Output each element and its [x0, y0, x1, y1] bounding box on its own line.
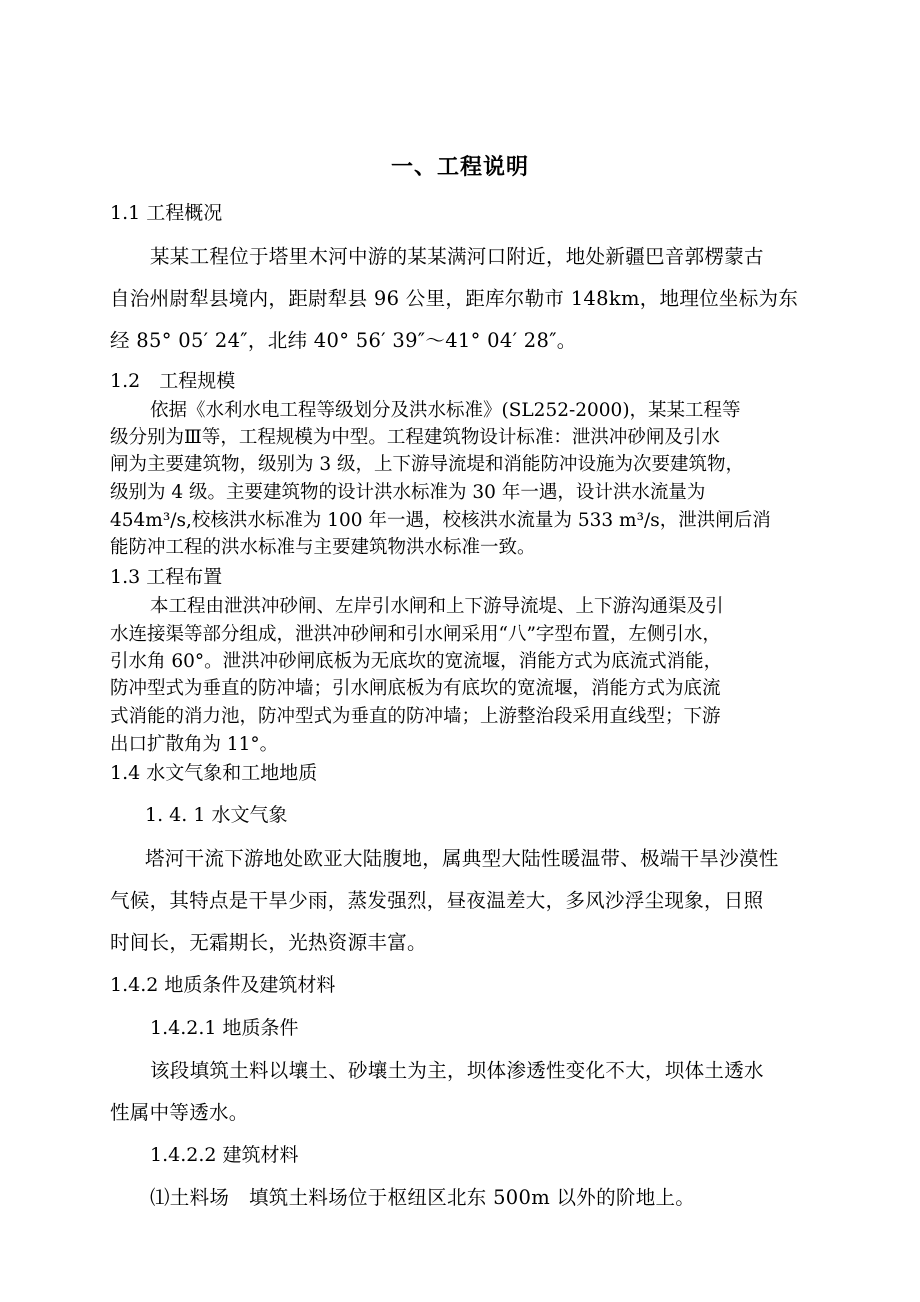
paragraph-line: 水连接渠等部分组成，泄洪冲砂闸和引水闸采用“八”字型布置，左侧引水， [110, 624, 721, 645]
section-heading-1-4: 1.4 水文气象和工地地质 [110, 762, 318, 784]
paragraph-line: 级别为 4 级。主要建筑物的设计洪水标准为 30 年一遇，设计洪水流量为 [110, 482, 706, 503]
paragraph-line: 该段填筑土料以壤土、砂壤土为主，坝体渗透性变化不大，坝体土透水 [150, 1059, 764, 1082]
paragraph-line: 经 85° 05′ 24″，北纬 40° 56′ 39″～41° 04′ 28″。 [110, 329, 577, 352]
paragraph-line: 闸为主要建筑物，级别为 3 级，上下游导流堤和消能防冲设施为次要建筑物， [110, 454, 745, 475]
paragraph-line: 出口扩散角为 11°。 [110, 734, 279, 755]
paragraph-line: 本工程由泄洪冲砂闸、左岸引水闸和上下游导流堤、上下游沟通渠及引 [150, 596, 724, 617]
paragraph-line: 级分别为Ⅲ等，工程规模为中型。工程建筑物设计标准：泄洪冲砂闸及引水 [110, 427, 720, 448]
paragraph-line: 引水角 60°。泄洪冲砂闸底板为无底坎的宽流堰，消能方式为底流式消能， [110, 651, 723, 672]
paragraph-line: 防冲型式为垂直的防冲墙；引水闸底板为有底坎的宽流堰，消能方式为底流 [110, 678, 721, 699]
paragraph-line: 能防冲工程的洪水标准与主要建筑物洪水标准一致。 [110, 537, 536, 558]
paragraph-line: 某某工程位于塔里木河中游的某某满河口附近，地处新疆巴音郭楞蒙古 [150, 245, 764, 268]
paragraph-line: 454m³/s,校核洪水标准为 100 年一遇，校核洪水流量为 533 m³/s，泄洪闸后消 [110, 510, 771, 531]
section-heading-1-3: 1.3 工程布置 [110, 566, 223, 588]
page-title: 一、工程说明 [390, 155, 529, 180]
paragraph-line: 自治州尉犁县境内，距尉犁县 96 公里，距库尔勒市 148km，地理位坐标为东 [110, 287, 799, 310]
section-heading-1-2: 1.2 工程规模 [110, 370, 236, 392]
paragraph-line: 气候，其特点是干旱少雨，蒸发强烈，昼夜温差大，多风沙浮尘现象，日照 [110, 889, 764, 912]
paragraph-line: 依据《水利水电工程等级划分及洪水标准》(SL252-2000)，某某工程等 [150, 400, 741, 421]
paragraph-line: 式消能的消力池，防冲型式为垂直的防冲墙；上游整治段采用直线型；下游 [110, 706, 721, 727]
paragraph-line: ⑴土料场 填筑土料场位于枢纽区北东 500m 以外的阶地上。 [150, 1186, 696, 1209]
section-heading-1-1: 1.1 工程概况 [110, 202, 223, 224]
section-heading-1-4-2: 1.4.2 地质条件及建筑材料 [110, 974, 336, 996]
section-heading-1-4-2-1: 1.4.2.1 地质条件 [150, 1017, 299, 1039]
section-heading-1-4-1: 1. 4. 1 水文气象 [145, 804, 288, 826]
paragraph-line: 时间长，无霜期长，光热资源丰富。 [110, 931, 427, 954]
paragraph-line: 塔河干流下游地处欧亚大陆腹地，属典型大陆性暖温带、极端干旱沙漠性 [145, 847, 779, 870]
section-heading-1-4-2-2: 1.4.2.2 建筑材料 [150, 1144, 299, 1166]
paragraph-line: 性属中等透水。 [110, 1101, 249, 1124]
